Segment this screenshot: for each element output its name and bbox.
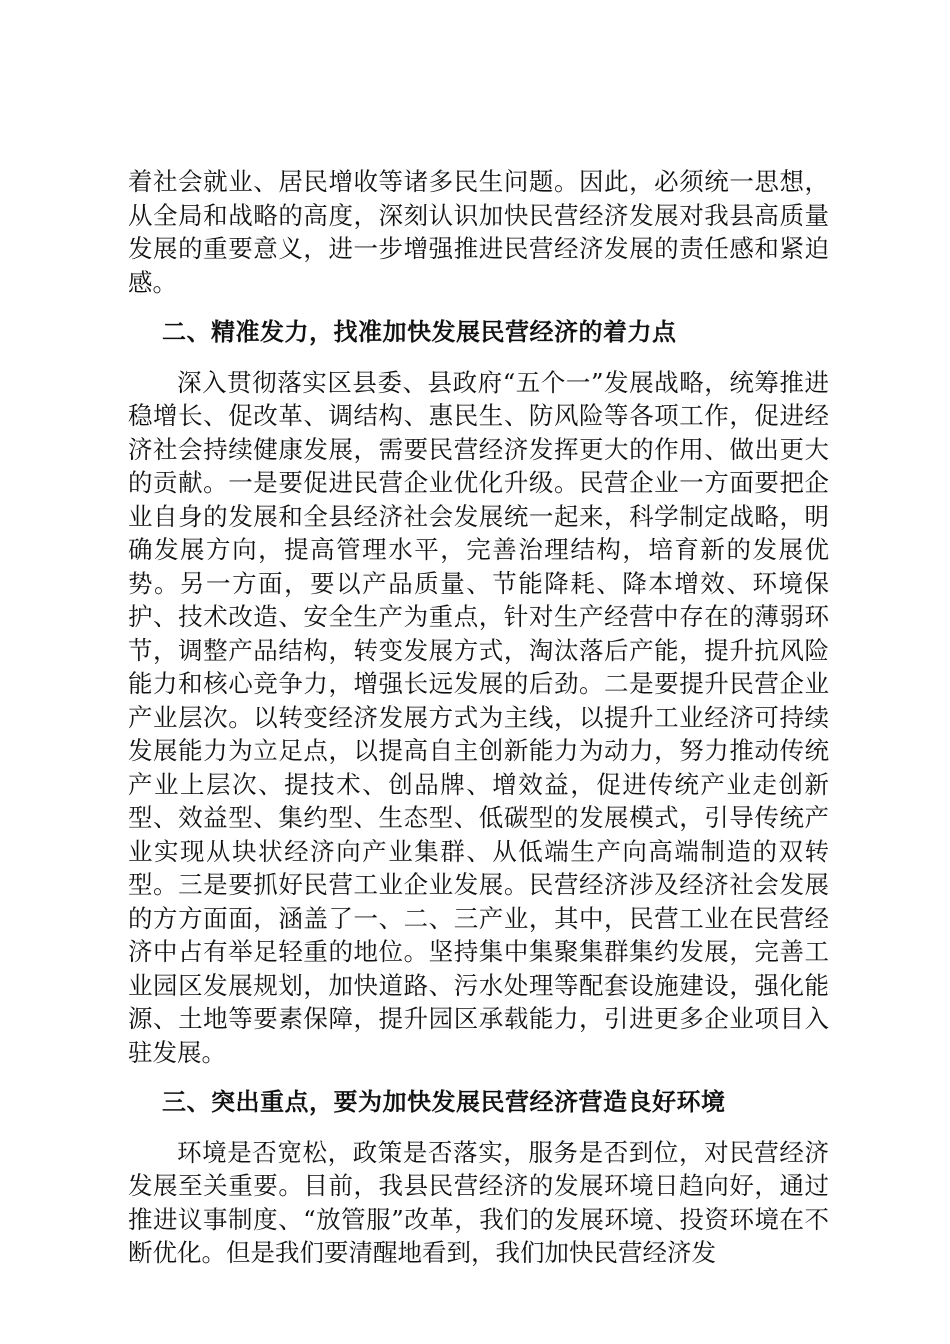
section-heading-2: 二、精准发力，找准加快发展民营经济的着力点 <box>162 318 677 346</box>
section-heading-3: 三、突出重点，要为加快发展民营经济营造良好环境 <box>162 1088 726 1116</box>
paragraph-continuation: 着社会就业、居民增收等诸多民生问题。因此，必须统一思想，从全局和战略的高度，深刻认识加快民营经济发展对我县高质量发展的重要意义，进一步增强推进民营经济发展的责任感和紧迫感。 <box>128 167 829 297</box>
paragraph-section-3: 环境是否宽松，政策是否落实，服务是否到位，对民营经济发展至关重要。目前，我县民营经济的发展环境日趋向好，通过推进议事制度、“放管服”改革，我们的发展环境、投资环境在不断优化。但是我们要清醒地看到，我们加快民营经济发 <box>128 1137 829 1267</box>
paragraph-section-2: 深入贯彻落实区县委、县政府“五个一”发展战略，统筹推进稳增长、促改革、调结构、惠民生、防风险等各项工作，促进经济社会持续健康发展，需要民营经济发挥更大的作用、做出更大的贡献。一是要促进民营企业优化升级。民营企业一方面要把企业自身的发展和全县经济社会发展统一起来，科学制定战略，明确发展方向，提高管理水平，完善治理结构，培育新的发展优势。另一方面，要以产品质量、节能降耗、降本增效、环境保护、技术改造、安全生产为重点，针对生产经营中存在的薄弱环节，调整产品结构，转变发展方式，淘汰落后产能，提升抗风险能力和核心竞争力，增强长远发展的后劲。二是要提升民营企业产业层次。以转变经济发展方式为主线，以提升工业经济可持续发展能力为立足点，以提高自主创新能力为动力，努力推动传统产业上层次、提技术、创品牌、增效益，促进传统产业走创新型、效益型、集约型、生态型、低碳型的发展模式，引导传统产业实现从块状经济向产业集群、从低端生产向高端制造的双转型。三是要抓好民营工业企业发展。民营经济涉及经济社会发展的方方面面，涵盖了一、二、三产业，其中，民营工业在民营经济中占有举足轻重的地位。坚持集中集聚集群集约发展，完善工业园区发展规划，加快道路、污水处理等配套设施建设，强化能源、土地等要素保障，提升园区承载能力，引进更多企业项目入驻发展。 <box>128 367 829 1067</box>
document-body <box>128 165 829 1270</box>
